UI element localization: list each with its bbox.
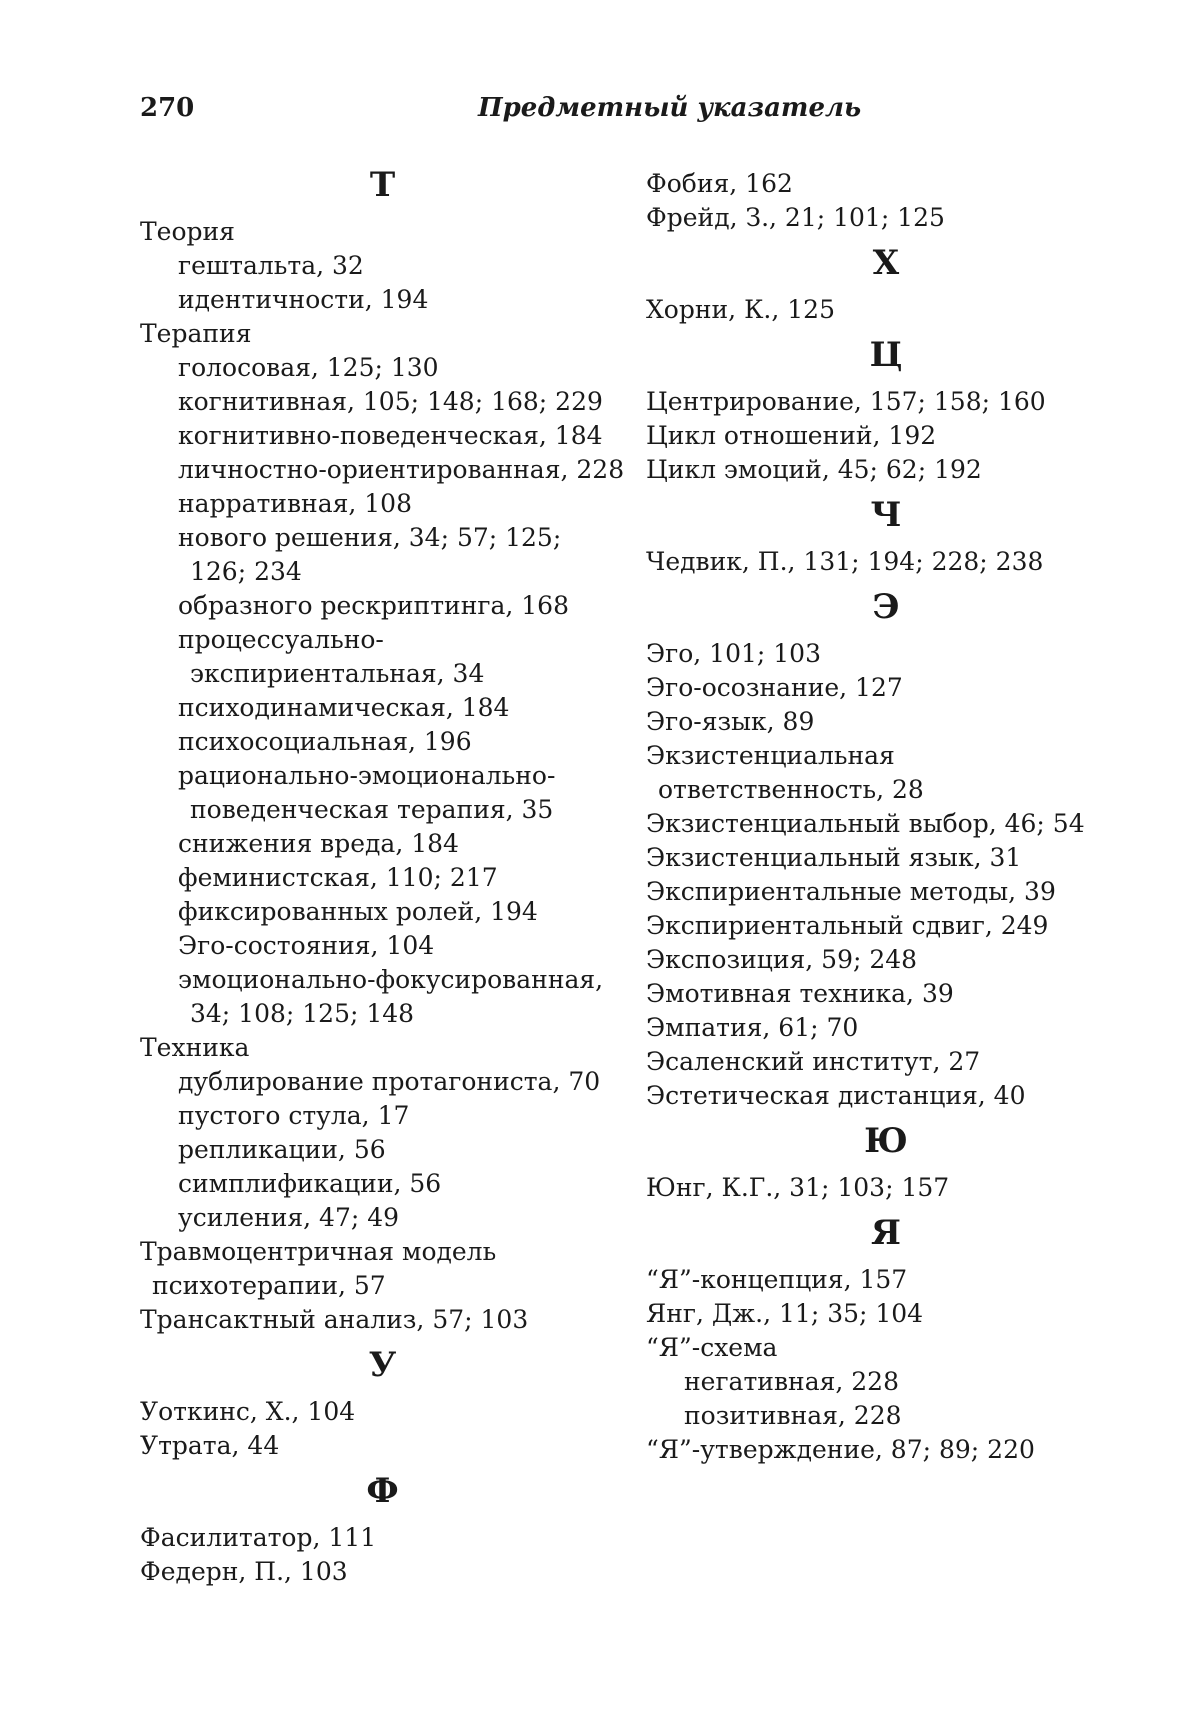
section-letter-heading: Э bbox=[872, 587, 900, 627]
section-letter-heading: Ц bbox=[869, 335, 903, 375]
index-subentry: образного рескриптинга, 168 bbox=[178, 591, 569, 620]
index-entry: Утрата, 44 bbox=[140, 1431, 280, 1460]
index-entry: Хорни, К., 125 bbox=[646, 295, 835, 324]
index-entry: Чедвик, П., 131; 194; 228; 238 bbox=[646, 547, 1044, 576]
index-entry: Экспозиция, 59; 248 bbox=[646, 945, 918, 974]
index-section-entries bbox=[646, 385, 1126, 487]
index-entry: Уоткинс, Х., 104 bbox=[140, 1397, 356, 1426]
index-entry: Эсаленский институт, 27 bbox=[646, 1047, 981, 1076]
section-letter-heading: Ю bbox=[864, 1121, 908, 1161]
section-letter-heading: У bbox=[368, 1345, 397, 1385]
index-entry: Экспириентальный сдвиг, 249 bbox=[646, 911, 1049, 940]
section-letter-heading: Х bbox=[872, 243, 900, 283]
index-subentry: рационально-эмоционально- bbox=[178, 761, 556, 790]
index-section-entries bbox=[646, 1263, 1126, 1467]
index-entry: Юнг, К.Г., 31; 103; 157 bbox=[646, 1173, 950, 1202]
running-title: Предметный указатель bbox=[478, 93, 862, 123]
index-entry: Экзистенциальный язык, 31 bbox=[646, 843, 1022, 872]
index-subentry: когнитивно-поведенческая, 184 bbox=[178, 421, 603, 450]
index-subentry: психодинамическая, 184 bbox=[178, 693, 510, 722]
index-subentry: гештальта, 32 bbox=[178, 251, 364, 280]
index-entry: Эго, 101; 103 bbox=[646, 639, 821, 668]
index-entry: Фрейд, З., 21; 101; 125 bbox=[646, 203, 945, 232]
index-subentry: дублирование протагониста, 70 bbox=[178, 1067, 601, 1096]
index-entry: Центрирование, 157; 158; 160 bbox=[646, 387, 1046, 416]
index-entry: ответственность, 28 bbox=[658, 775, 924, 804]
index-subentry: экспириентальная, 34 bbox=[190, 659, 485, 688]
page-number: 270 bbox=[140, 93, 195, 123]
index-subentry: усиления, 47; 49 bbox=[178, 1203, 400, 1232]
index-entry: “Я”-концепция, 157 bbox=[646, 1265, 908, 1294]
index-section-entries bbox=[646, 1171, 1126, 1205]
index-entry: Экзистенциальный выбор, 46; 54 bbox=[646, 809, 1085, 838]
index-subentry: снижения вреда, 184 bbox=[178, 829, 459, 858]
index-entry: Фасилитатор, 111 bbox=[140, 1523, 377, 1552]
index-entry: Эмотивная техника, 39 bbox=[646, 979, 954, 1008]
index-entry: Фобия, 162 bbox=[646, 169, 793, 198]
index-entry: Терапия bbox=[140, 319, 252, 348]
index-subentry: эмоционально-фокусированная, bbox=[178, 965, 604, 994]
index-section-entries bbox=[646, 293, 1126, 327]
index-subentry: нового решения, 34; 57; 125; bbox=[178, 523, 562, 552]
index-subentry: симплификации, 56 bbox=[178, 1169, 442, 1198]
index-entry: Теория bbox=[140, 217, 235, 246]
index-subentry: фиксированных ролей, 194 bbox=[178, 897, 538, 926]
index-section-entries bbox=[140, 1521, 625, 1589]
index-section-entries bbox=[646, 545, 1126, 579]
index-entry: Эго-язык, 89 bbox=[646, 707, 815, 736]
index-subentry: феминистская, 110; 217 bbox=[178, 863, 498, 892]
index-subentry: идентичности, 194 bbox=[178, 285, 429, 314]
index-entry: Цикл эмоций, 45; 62; 192 bbox=[646, 455, 982, 484]
right-column bbox=[646, 167, 1126, 1467]
index-entry: психотерапии, 57 bbox=[152, 1271, 386, 1300]
index-entry: Трансактный анализ, 57; 103 bbox=[140, 1305, 529, 1334]
index-subentry: процессуально- bbox=[178, 625, 384, 654]
index-entry: Эмпатия, 61; 70 bbox=[646, 1013, 859, 1042]
index-subentry: негативная, 228 bbox=[684, 1367, 899, 1396]
section-letter-heading: Я bbox=[871, 1213, 901, 1253]
index-entry: Эго-осознание, 127 bbox=[646, 673, 903, 702]
index-subentry: репликации, 56 bbox=[178, 1135, 386, 1164]
index-entry: “Я”-схема bbox=[646, 1333, 778, 1362]
index-subentry: психосоциальная, 196 bbox=[178, 727, 472, 756]
index-subentry: позитивная, 228 bbox=[684, 1401, 902, 1430]
index-subentry: голосовая, 125; 130 bbox=[178, 353, 439, 382]
index-entry: Эстетическая дистанция, 40 bbox=[646, 1081, 1026, 1110]
index-subentry: Эго-состояния, 104 bbox=[178, 931, 435, 960]
section-letter-heading: Т bbox=[369, 165, 396, 205]
index-subentry: когнитивная, 105; 148; 168; 229 bbox=[178, 387, 603, 416]
index-entry: Экзистенциальная bbox=[646, 741, 895, 770]
index-section-entries bbox=[140, 215, 625, 1337]
index-subentry: поведенческая терапия, 35 bbox=[190, 795, 554, 824]
section-letter-heading: Ч bbox=[870, 495, 902, 535]
index-subentry: пустого стула, 17 bbox=[178, 1101, 410, 1130]
index-entry: Федерн, П., 103 bbox=[140, 1557, 348, 1586]
index-subentry: 126; 234 bbox=[190, 557, 302, 586]
index-section-entries bbox=[646, 167, 1126, 235]
section-letter-heading: Ф bbox=[366, 1471, 399, 1511]
left-column bbox=[140, 167, 625, 1589]
index-subentry: 34; 108; 125; 148 bbox=[190, 999, 415, 1028]
index-entry: Травмоцентричная модель bbox=[140, 1237, 497, 1266]
index-entry: “Я”-утверждение, 87; 89; 220 bbox=[646, 1435, 1035, 1464]
index-section-entries bbox=[646, 637, 1126, 1113]
index-entry: Цикл отношений, 192 bbox=[646, 421, 937, 450]
index-entry: Экспириентальные методы, 39 bbox=[646, 877, 1056, 906]
index-entry: Янг, Дж., 11; 35; 104 bbox=[646, 1299, 924, 1328]
index-subentry: личностно-ориентированная, 228 bbox=[178, 455, 625, 484]
index-entry: Техника bbox=[140, 1033, 250, 1062]
index-section-entries bbox=[140, 1395, 625, 1463]
index-subentry: нарративная, 108 bbox=[178, 489, 412, 518]
